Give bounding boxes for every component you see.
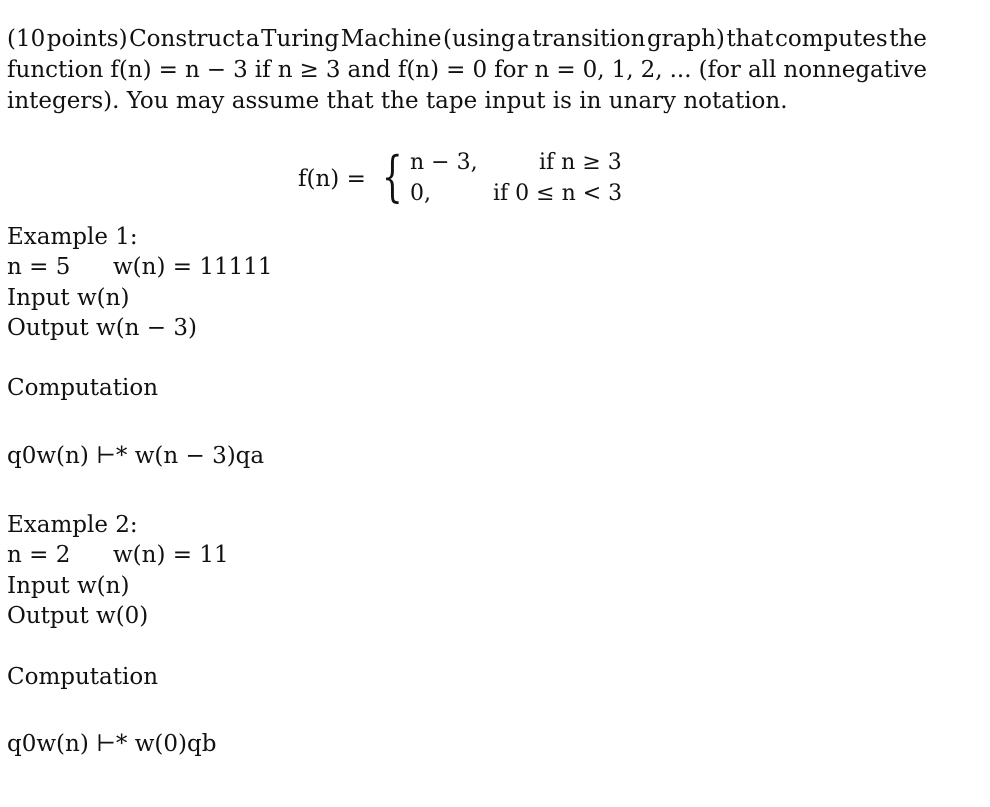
example-2-heading: Example 2: (7, 512, 138, 538)
case-1-value: n − 3, (410, 150, 478, 175)
definition-lhs: f(n) = (298, 166, 366, 192)
example-1-heading: Example 1: (7, 224, 138, 250)
example-1-input: Input w(n) (7, 285, 130, 311)
left-brace: { (382, 145, 403, 208)
problem-line-2: function f(n) = n − 3 if n ≥ 3 and f(n) = 0 for n = 0, 1, 2, ... (for all nonnegative (7, 57, 927, 83)
example-2-word: w(n) = 11 (113, 542, 229, 568)
example-2-output: Output w(0) (7, 603, 149, 629)
example-1-computation: q0w(n) ⊢* w(n − 3)qa (7, 443, 265, 469)
example-1-word: w(n) = 11111 (113, 254, 273, 280)
example-2-computation: q0w(n) ⊢* w(0)qb (7, 731, 217, 757)
example-1-n: n = 5 (7, 254, 71, 280)
case-2-condition: if 0 ≤ n < 3 (493, 181, 623, 206)
example-2-n: n = 2 (7, 542, 71, 568)
example-2-input: Input w(n) (7, 573, 130, 599)
problem-statement (7, 24, 927, 117)
case-1-condition: if n ≥ 3 (539, 150, 622, 175)
problem-line-1: (10 points) Construct a Turing Machine (using a transition graph) that computes the (7, 26, 927, 52)
example-1-computation-label: Computation (7, 375, 159, 401)
example-1-output: Output w(n − 3) (7, 315, 197, 341)
case-2-value: 0, (410, 181, 431, 206)
example-2-computation-label: Computation (7, 664, 159, 690)
problem-line-3: integers). You may assume that the tape input is in unary notation. (7, 88, 788, 114)
